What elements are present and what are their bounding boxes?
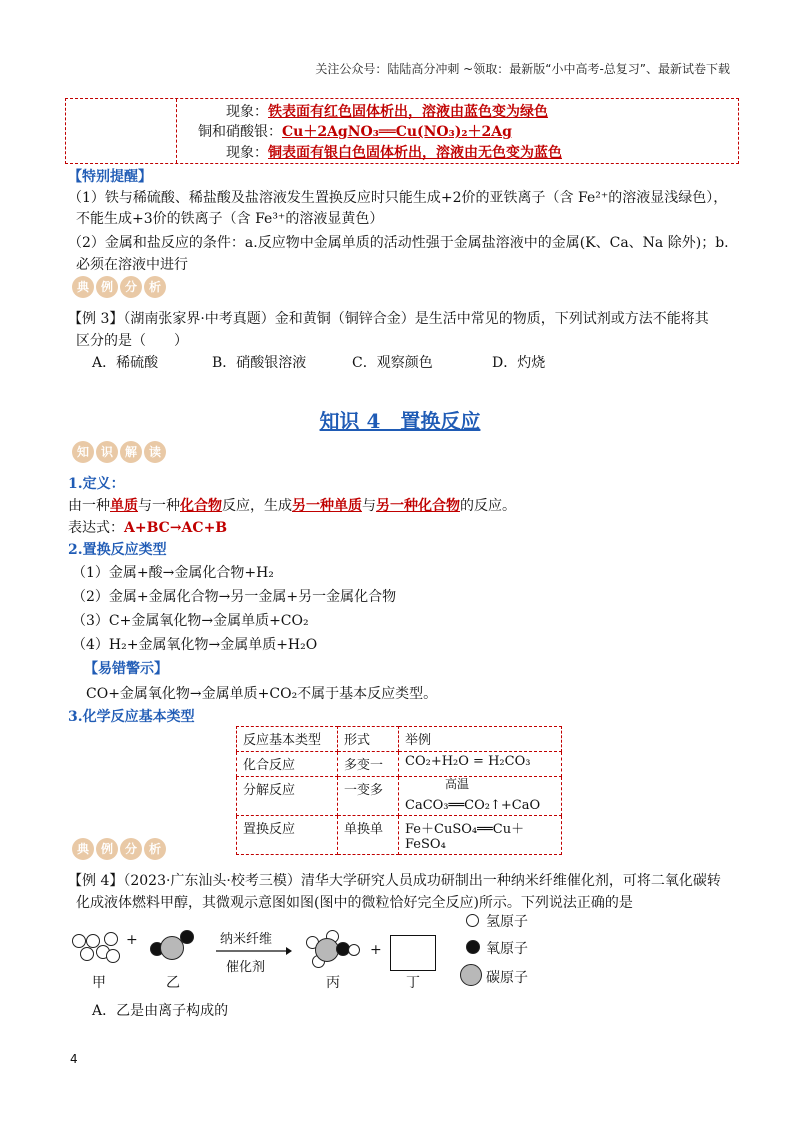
- types-heading: 2.置换反应类型: [68, 542, 167, 558]
- reaction-box: [65, 98, 739, 164]
- def-part: 与一种: [138, 498, 180, 514]
- badge-char: 读: [144, 441, 166, 463]
- oxygen-atom: [180, 930, 194, 944]
- table-cell: 化合反应: [237, 752, 338, 777]
- tip-p2a: （2）金属和盐反应的条件：a.反应物中金属单质的活动性强于金属盐溶液中的金属(K、Ca、Na 除外)；b.: [68, 235, 729, 251]
- badge-char: 知: [72, 441, 94, 463]
- keyword: 另一种单质: [292, 498, 362, 514]
- def-part: 与: [362, 498, 376, 514]
- table-header-row: [237, 727, 562, 752]
- def-part: 的反应。: [460, 498, 516, 514]
- def-part: 由一种: [68, 498, 110, 514]
- warn-heading: 【易错警示】: [84, 661, 168, 677]
- keyword: 单质: [110, 498, 138, 514]
- ex3-line1: 【例 3】（湖南张家界·中考真题）金和黄铜（铜锌合金）是生活中常见的物质，下列试剂或方法不能将其: [68, 311, 709, 327]
- badge-char: 识: [96, 441, 118, 463]
- badge-char: 解: [120, 441, 142, 463]
- type-item-4: （4）H₂+金属氧化物→金属单质+H₂O: [72, 637, 318, 653]
- table-cell: 置换反应: [237, 816, 338, 855]
- expression: [68, 517, 227, 537]
- basic-heading: 3.化学反应基本类型: [68, 709, 195, 725]
- label-jia: 甲: [92, 975, 106, 991]
- ex3-option-b: B．硝酸银溶液: [212, 355, 307, 371]
- phenomenon-value: 铜表面有银白色固体析出，溶液由无色变为蓝色: [268, 145, 562, 161]
- keyword: 另一种化合物: [376, 498, 460, 514]
- plus-sign: +: [126, 932, 138, 948]
- reaction-equation: Cu＋2AgNO₃══Cu(NO₃)₂＋2Ag: [282, 124, 512, 140]
- hydrogen-atom: [104, 932, 118, 946]
- box-row-2: [198, 121, 738, 141]
- box-divider: [176, 99, 177, 163]
- ex3-option-a: A．稀硫酸: [92, 355, 159, 371]
- phenomenon-label: 现象：: [226, 104, 268, 120]
- table-header: 举例: [399, 727, 562, 752]
- badge-char: 分: [120, 838, 142, 860]
- badge-char: 分: [120, 276, 142, 298]
- table-row: [237, 752, 562, 777]
- ex4-line2: 化成液体燃料甲醇，其微观示意图如图(图中的微粒恰好完全反应)所示。下列说法正确的是: [76, 895, 633, 911]
- hydrogen-legend-icon: [466, 914, 479, 927]
- table-row: [237, 816, 562, 855]
- badge-char: 例: [96, 838, 118, 860]
- hydrogen-atom: [106, 949, 120, 963]
- legend-oxygen: 氧原子: [486, 941, 528, 957]
- basic-types-table: [236, 726, 562, 855]
- ex3-option-c: C．观察颜色: [352, 355, 433, 371]
- table-row: [237, 777, 562, 816]
- reaction-arrow-icon: [216, 946, 292, 956]
- badge-char: 析: [144, 276, 166, 298]
- badge-char: 典: [72, 276, 94, 298]
- table-cell-decomposition: [399, 777, 562, 816]
- badge-char: 例: [96, 276, 118, 298]
- badge-example-analysis-2: [72, 838, 166, 860]
- expression-value: A+BC→AC+B: [124, 520, 228, 536]
- ex3-option-d: D．灼烧: [492, 355, 546, 371]
- page-header: 关注公众号：陆陆高分冲刺 ~领取：最新版“小中高考-总复习”、最新试卷下载: [315, 62, 730, 76]
- reaction-label: 铜和硝酸银：: [198, 124, 282, 140]
- keyword: 化合物: [180, 498, 222, 514]
- tip-p1a: （1）铁与稀硫酸、稀盐酸及盐溶液发生置换反应时只能生成+2价的亚铁离子（含 Fe²⁺的溶液显浅绿色），: [68, 190, 728, 206]
- unknown-box: [390, 935, 436, 971]
- badge-example-analysis: [72, 276, 166, 298]
- badge-char: 典: [72, 838, 94, 860]
- badge-char: 析: [144, 838, 166, 860]
- hydrogen-atom: [348, 944, 360, 956]
- badge-knowledge: [72, 441, 166, 463]
- plus-sign: +: [370, 942, 382, 958]
- phenomenon-label: 现象：: [226, 145, 268, 161]
- table-cell: 一变多: [338, 777, 399, 816]
- type-item-2: （2）金属+金属化合物→另一金属+另一金属化合物: [72, 589, 397, 605]
- reaction-condition: 高温: [445, 777, 470, 791]
- expression-label: 表达式：: [68, 520, 124, 536]
- type-item-3: （3）C+金属氧化物→金属单质+CO₂: [72, 613, 309, 629]
- table-cell: 单换单: [338, 816, 399, 855]
- label-yi: 乙: [166, 975, 180, 991]
- phenomenon-value: 铁表面有红色固体析出，溶液由蓝色变为绿色: [268, 104, 548, 120]
- tip-p1b: 不能生成+3价的铁离子（含 Fe³⁺的溶液显黄色）: [76, 211, 384, 227]
- label-bing: 丙: [326, 975, 340, 991]
- ex3-line2: 区分的是（ ）: [76, 333, 188, 349]
- arrow-label-top: 纳米纤维: [220, 932, 273, 947]
- page-number: 4: [70, 1052, 78, 1066]
- table-cell: 分解反应: [237, 777, 338, 816]
- def-part: 反应，生成: [222, 498, 292, 514]
- box-row-3: [226, 142, 738, 162]
- def-text: [68, 495, 516, 515]
- hydrogen-atom: [72, 934, 86, 948]
- carbon-legend-icon: [460, 964, 482, 986]
- arrow-label-bottom: 催化剂: [226, 960, 266, 975]
- legend-carbon: 碳原子: [486, 970, 528, 986]
- table-cell: Fe＋CuSO₄══Cu＋FeSO₄: [399, 816, 562, 855]
- legend-hydrogen: 氢原子: [486, 914, 528, 930]
- warn-text: CO+金属氧化物→金属单质+CO₂不属于基本反应类型。: [86, 686, 438, 702]
- table-cell: 多变一: [338, 752, 399, 777]
- type-item-1: （1）金属+酸→金属化合物+H₂: [72, 565, 274, 581]
- box-row-1: [226, 101, 738, 121]
- table-cell: CO₂+H₂O = H₂CO₃: [399, 752, 562, 777]
- ex4-option-a: A．乙是由离子构成的: [92, 1003, 229, 1019]
- label-ding: 丁: [406, 975, 420, 991]
- table-header: 反应基本类型: [237, 727, 338, 752]
- ex4-line1: 【例 4】（2023·广东汕头·校考三模）清华大学研究人员成功研制出一种纳米纤维催化剂，可将二氧化碳转: [68, 873, 721, 889]
- def-heading: 1.定义：: [68, 476, 125, 492]
- decomposition-equation: CaCO₃══CO₂↑+CaO: [405, 798, 541, 813]
- section-title: 知识 4 置换反应: [319, 409, 481, 433]
- hydrogen-atom: [80, 947, 94, 961]
- oxygen-legend-icon: [466, 940, 480, 954]
- tip-p2b: 必须在溶液中进行: [76, 257, 188, 273]
- tip-heading: 【特别提醒】: [68, 169, 152, 185]
- table-header: 形式: [338, 727, 399, 752]
